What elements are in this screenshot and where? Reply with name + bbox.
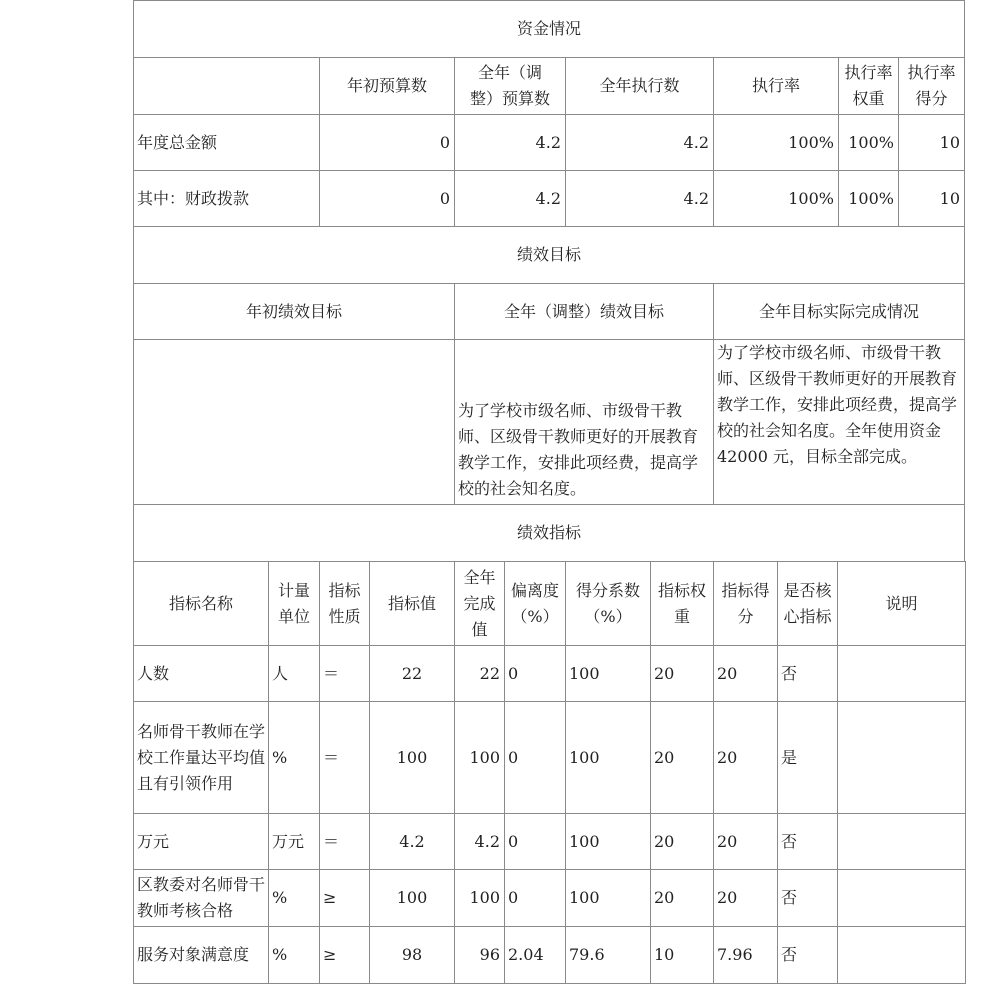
indicator-weight: 20 [650,645,714,702]
funds-row-adjusted: 4.2 [454,114,566,171]
goals-initial-text [133,339,455,505]
indicators-header-is-core: 是否核心指标 [777,561,838,646]
indicator-unit: % [268,926,320,984]
funds-row-initial: 0 [319,170,455,227]
goals-actual-text: 为了学校市级名师、市级骨干教师、区级骨干教师更好的开展教育教学工作，安排此项经费，提高学校的社会知名度。全年使用资金 42000 元，目标全部完成。 [713,339,965,505]
indicator-unit: 人 [268,645,320,702]
indicator-score: 20 [713,813,778,870]
indicators-header-indicator-name: 指标名称 [133,561,269,646]
indicator-nature: ＝ [319,813,370,870]
indicator-indicator-name: 万元 [133,813,269,870]
indicator-is-core: 否 [777,869,838,927]
indicator-weight: 20 [650,813,714,870]
indicator-score-coefficient: 100 [565,645,651,702]
indicator-nature: ＝ [319,645,370,702]
indicator-remark [837,869,966,927]
indicator-nature: ≥ [319,926,370,984]
indicator-indicator-name: 名师骨干教师在学校工作量达平均值且有引领作用 [133,701,269,814]
indicator-remark [837,645,966,702]
indicator-target-value: 4.2 [369,813,455,870]
indicators-header-nature: 指标性质 [319,561,370,646]
indicator-target-value: 98 [369,926,455,984]
funds-row-initial: 0 [319,114,455,171]
funds-row-name: 其中：财政拨款 [133,170,320,227]
indicator-deviation: 0 [504,645,566,702]
indicator-remark [837,813,966,870]
funds-row-rate: 100% [713,170,839,227]
funds-row-executed: 4.2 [565,170,714,227]
indicator-target-value: 100 [369,701,455,814]
indicator-unit: % [268,869,320,927]
funds-row-rate: 100% [713,114,839,171]
indicator-weight: 20 [650,869,714,927]
indicators-header-target-value: 指标值 [369,561,455,646]
indicator-actual-value: 96 [454,926,505,984]
funds-row-name: 年度总金额 [133,114,320,171]
indicator-remark [837,926,966,984]
indicator-target-value: 22 [369,645,455,702]
indicator-unit: 万元 [268,813,320,870]
funds-row-score: 10 [898,114,965,171]
indicator-score: 20 [713,869,778,927]
funds-row-weight: 100% [838,114,899,171]
indicator-deviation: 0 [504,813,566,870]
indicator-is-core: 否 [777,813,838,870]
indicators-header-remark: 说明 [837,561,966,646]
indicator-unit: % [268,701,320,814]
indicator-deviation: 0 [504,701,566,814]
indicators-header-score: 指标得分 [713,561,778,646]
indicators-header-weight: 指标权重 [650,561,714,646]
funds-row-weight: 100% [838,170,899,227]
indicator-score-coefficient: 100 [565,701,651,814]
funds-header-executed: 全年执行数 [565,57,714,115]
indicators-header-score-coefficient: 得分系数（%） [565,561,651,646]
funds-row-adjusted: 4.2 [454,170,566,227]
indicator-score-coefficient: 100 [565,813,651,870]
funds-header-adjusted: 全年（调整）预算数 [454,57,566,115]
goals-section-title: 绩效目标 [133,226,965,284]
indicator-score: 20 [713,701,778,814]
indicator-indicator-name: 区教委对名师骨干教师考核合格 [133,869,269,927]
funds-header-blank [133,57,320,115]
indicators-header-unit: 计量单位 [268,561,320,646]
indicator-score-coefficient: 100 [565,869,651,927]
indicator-score: 7.96 [713,926,778,984]
funds-section-title: 资金情况 [133,0,965,58]
indicator-actual-value: 100 [454,869,505,927]
funds-header-score: 执行率得分 [898,57,965,115]
indicators-section-title: 绩效指标 [133,504,965,562]
indicator-deviation: 2.04 [504,926,566,984]
indicator-is-core: 是 [777,701,838,814]
indicator-deviation: 0 [504,869,566,927]
indicator-weight: 20 [650,701,714,814]
goals-header-initial: 年初绩效目标 [133,283,455,340]
indicator-indicator-name: 服务对象满意度 [133,926,269,984]
indicator-nature: ＝ [319,701,370,814]
indicator-score: 20 [713,645,778,702]
indicators-header-deviation: 偏离度（%） [504,561,566,646]
goals-header-adjusted: 全年（调整）绩效目标 [454,283,714,340]
indicators-header-actual-value: 全年完成值 [454,561,505,646]
indicator-is-core: 否 [777,645,838,702]
indicator-score-coefficient: 79.6 [565,926,651,984]
indicator-weight: 10 [650,926,714,984]
funds-header-initial: 年初预算数 [319,57,455,115]
indicator-target-value: 100 [369,869,455,927]
funds-row-executed: 4.2 [565,114,714,171]
indicator-indicator-name: 人数 [133,645,269,702]
indicator-nature: ≥ [319,869,370,927]
funds-header-weight: 执行率权重 [838,57,899,115]
goals-header-actual: 全年目标实际完成情况 [713,283,965,340]
indicator-actual-value: 100 [454,701,505,814]
funds-row-score: 10 [898,170,965,227]
funds-header-rate: 执行率 [713,57,839,115]
indicator-remark [837,701,966,814]
indicator-actual-value: 4.2 [454,813,505,870]
goals-adjusted-text: 为了学校市级名师、市级骨干教师、区级骨干教师更好的开展教育教学工作，安排此项经费，提高学校的社会知名度。 [454,339,714,505]
indicator-is-core: 否 [777,926,838,984]
indicator-actual-value: 22 [454,645,505,702]
